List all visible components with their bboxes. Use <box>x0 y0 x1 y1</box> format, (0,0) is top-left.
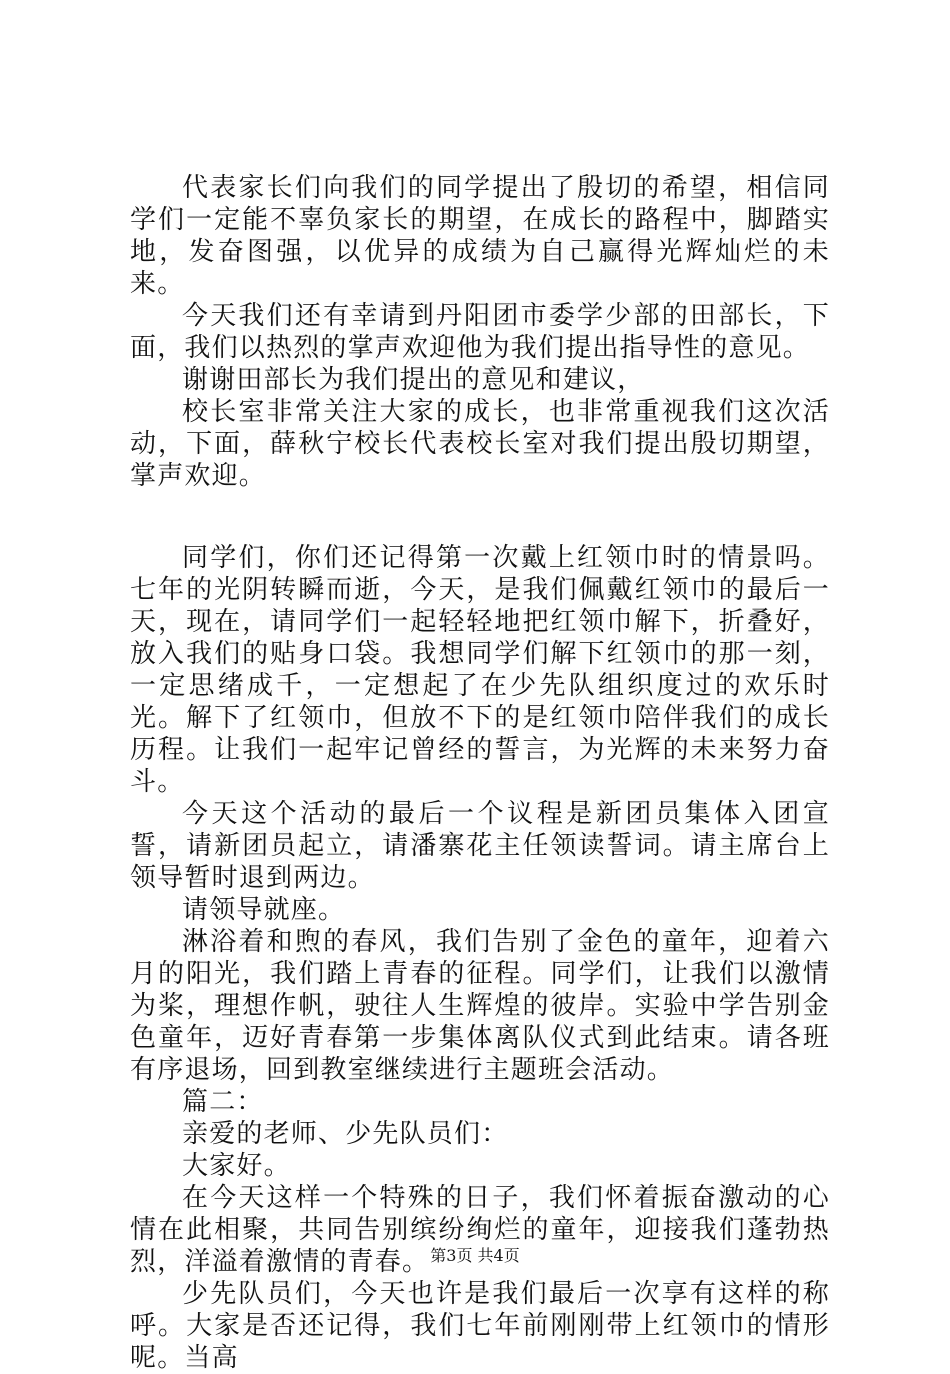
greeting: 大家好。 <box>182 1151 291 1181</box>
paragraph: 同学们，你们还记得第一次戴上红领巾时的情景吗。七年的光阴转瞬而逝，今天，是我们佩戴红领巾的最后一天，现在，请同学们一起轻轻地把红领巾解下，折叠好，放入我们的贴身口袋。我想同学们解下红领巾的那一刻，一定思绪成千，一定想起了在少先队组织度过的欢乐时光。解下了红领巾，但放不下的是红领巾陪伴我们的成长历程。让我们一起牢记曾经的誓言，为光辉的未来努力奋斗。 <box>130 543 830 797</box>
paragraph: 校长室非常关注大家的成长，也非常重视我们这次活动，下面，薛秋宁校长代表校长室对我们提出殷切期望，掌声欢迎。 <box>130 397 830 491</box>
paragraph-gap <box>130 492 830 542</box>
paragraph: 代表家长们向我们的同学提出了殷切的希望，相信同学们一定能不辜负家长的期望，在成长的路程中，脚踏实地，发奋图强，以优异的成绩为自己赢得光辉灿烂的未来。 <box>130 173 830 299</box>
paragraph: 今天我们还有幸请到丹阳团市委学少部的田部长，下面，我们以热烈的掌声欢迎他为我们提出指导性的意见。 <box>130 301 830 363</box>
paragraph: 在今天这样一个特殊的日子，我们怀着振奋激动的心情在此相聚，共同告别缤纷绚烂的童年，迎接我们蓬勃热烈，洋溢着激情的青春。 <box>130 1183 830 1277</box>
paragraph: 谢谢田部长为我们提出的意见和建议， <box>182 365 645 395</box>
paragraph: 今天这个活动的最后一个议程是新团员集体入团宣誓，请新团员起立，请潘寨花主任领读誓词。请主席台上领导暂时退到两边。 <box>130 799 830 893</box>
body-text <box>130 172 830 1374</box>
paragraph: 请领导就座。 <box>182 895 346 925</box>
salutation: 亲爱的老师、少先队员们： <box>182 1119 509 1149</box>
paragraph: 淋浴着和煦的春风，我们告别了金色的童年，迎着六月的阳光，我们踏上青春的征程。同学们，让我们以激情为桨，理想作帆，驶往人生辉煌的彼岸。实验中学告别金色童年，迈好青春第一步集体离队仪式到此结束。请各班有序退场，回到教室继续进行主题班会活动。 <box>130 927 830 1085</box>
paragraph: 少先队员们，今天也许是我们最后一次享有这样的称呼。大家是否还记得，我们七年前刚刚带上红领巾的情形呢。当高 <box>130 1279 830 1373</box>
page-footer: 第3页 共4页 <box>430 1246 520 1265</box>
section-heading: 篇二： <box>182 1087 264 1117</box>
